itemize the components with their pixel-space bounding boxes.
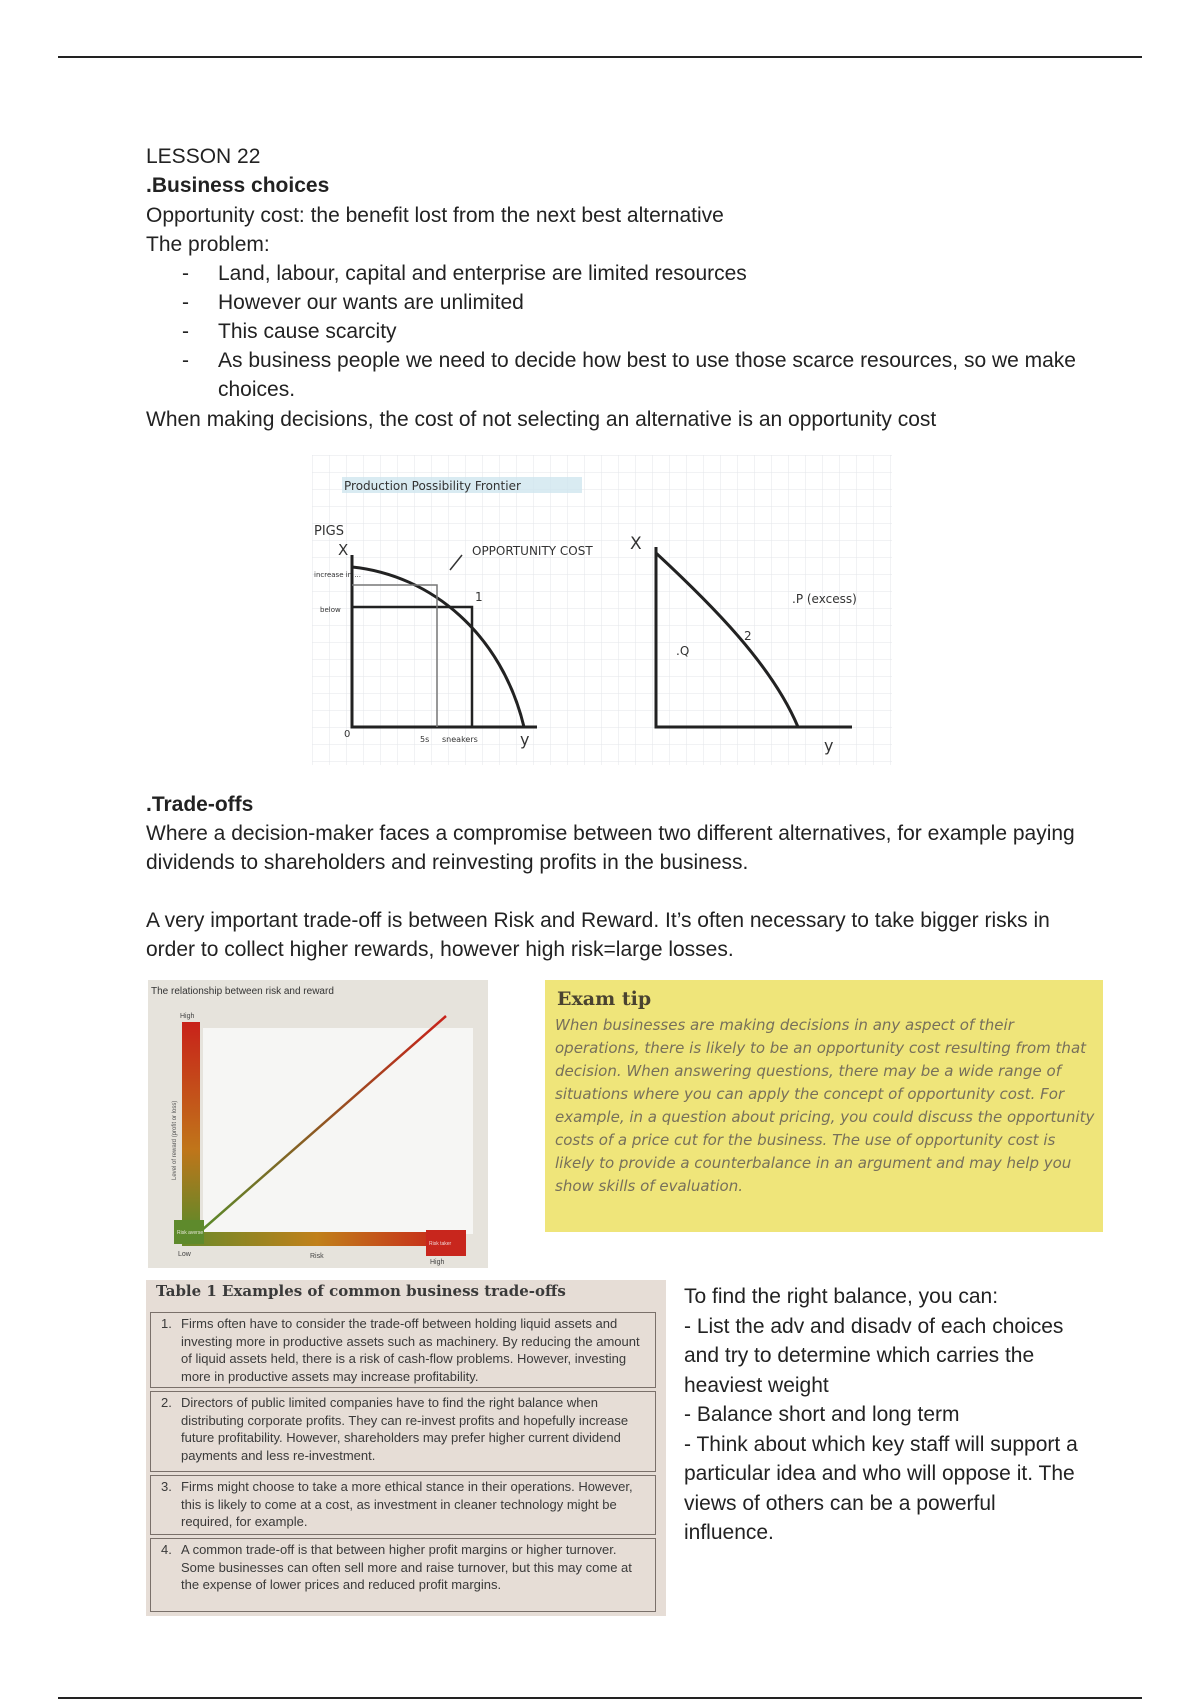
balance-point: - List the adv and disadv of each choices and try to determine which carries the heaviest weight <box>684 1314 1064 1397</box>
risk-averse-label: Risk averse <box>177 1230 204 1236</box>
point-2-label: 2 <box>744 629 752 643</box>
table-row <box>150 1475 656 1535</box>
problem-label: The problem: <box>146 233 270 256</box>
list-item: - However our wants are unlimited <box>146 288 1078 317</box>
opportunity-cost-definition: Opportunity cost: the benefit lost from the next best alternative <box>146 204 724 227</box>
table-title: Table 1 Examples of common business trade-offs <box>156 1282 566 1300</box>
x-axis-letter-right: y <box>824 736 834 755</box>
list-item: - Land, labour, capital and enterprise are limited resources <box>146 259 1078 288</box>
bottom-divider <box>58 1697 1142 1699</box>
row-number: 3. <box>161 1479 172 1494</box>
risk-chart-title: The relationship between risk and reward <box>151 986 334 997</box>
origin-label: 0 <box>344 729 351 740</box>
risk-chart-x-low: Low <box>178 1251 191 1258</box>
x-gradient-bar <box>182 1232 452 1246</box>
list-item: - This cause scarcity <box>146 317 1078 346</box>
trade-offs-definition: Where a decision-maker faces a compromise between two different alternatives, for example paying dividends to shareholders and reinvesting profits in the business. <box>146 822 1075 874</box>
trade-offs-table <box>146 1280 666 1616</box>
point-q-label: .Q <box>676 644 690 658</box>
exam-tip-body: When businesses are making decisions in any aspect of their operations, there is likely to be an opportunity cost resulting from that decision. When answering questions, there may be a wide range of situations where you can apply the concept of opportunity cost. For example, in a question about pricing, you could discuss the opportunity costs of a price cut for the business. The use of opportunity cost is likely to provide a counterbalance in an argument and may help you show skills of evaluation. <box>555 1016 1095 1195</box>
business-choices-heading: .Business choices <box>146 174 330 197</box>
left-label-1: increase in ... <box>314 571 362 579</box>
x-axis-letter-left: y <box>520 730 530 749</box>
risk-chart-y-axis: Level of reward (profit or loss) <box>172 1100 178 1180</box>
exam-tip-title: Exam tip <box>557 988 652 1010</box>
risk-reward-chart <box>148 980 488 1268</box>
balance-intro: To find the right balance, you can: <box>684 1285 999 1308</box>
risk-taker-label: Risk taker <box>429 1241 452 1247</box>
problem-list <box>146 259 1078 404</box>
risk-chart-y-high: High <box>180 1013 195 1020</box>
ppf-sketch <box>312 455 892 765</box>
row-text: Directors of public limited companies have to find the right balance when distributing corporate profits. They can re-invest profits and hopefully increase future profitability. However, shareholders may prefer higher current dividend payments and less re-investment. <box>181 1395 629 1463</box>
ppf-title: Production Possibility Frontier <box>344 479 521 493</box>
y-axis-label: PIGS <box>314 524 344 539</box>
top-divider <box>58 56 1142 58</box>
row-text: A common trade-off is that between higher profit margins or higher turnover. Some businesses can often sell more and raise turnover, but this may come at the expense of lower prices and reduced profit margins. <box>181 1542 632 1592</box>
table-row <box>150 1391 656 1472</box>
row-number: 4. <box>161 1542 172 1557</box>
risk-reward-text: A very important trade-off is between Risk and Reward. It’s often necessary to take bigger risks in order to collect higher rewards, however high risk=large losses. <box>146 909 1050 961</box>
list-item: - As business people we need to decide how best to use those scarce resources, so we make choices. <box>146 346 1078 404</box>
y-axis-letter-right: X <box>630 534 642 554</box>
decision-note: When making decisions, the cost of not selecting an alternative is an opportunity cost <box>146 408 937 431</box>
balance-point: - Balance short and long term <box>684 1403 960 1426</box>
row-number: 1. <box>161 1316 172 1331</box>
table-row <box>150 1538 656 1612</box>
trade-offs-heading: .Trade-offs <box>146 793 254 816</box>
risk-chart-x-high: High <box>430 1259 445 1266</box>
y-gradient-bar <box>182 1022 200 1234</box>
x-label-1: 5s <box>420 735 430 744</box>
table-row <box>150 1312 656 1388</box>
point-1-label: 1 <box>475 590 483 604</box>
balance-section <box>684 1282 1084 1548</box>
row-text: Firms might choose to take a more ethical stance in their operations. However, this is likely to come at a cost, as investment in cleaner technology might be required, for example. <box>181 1479 633 1529</box>
row-number: 2. <box>161 1395 172 1410</box>
left-label-2: below <box>320 606 341 614</box>
exam-tip-box <box>545 980 1103 1232</box>
x-label-2: sneakers <box>442 735 478 744</box>
y-axis-letter: X <box>338 541 349 559</box>
point-p-label: .P (excess) <box>792 592 857 606</box>
balance-point: - Think about which key staff will support a particular idea and who will oppose it. The views of others can be a powerful influence. <box>684 1432 1078 1544</box>
row-text: Firms often have to consider the trade-off between holding liquid assets and investing more in productive assets such as machinery. By reducing the amount of liquid assets held, there is a risk of cash-flow problems. However, investing more in productive assets may increase profitability. <box>181 1316 640 1384</box>
risk-chart-x-axis: Risk <box>310 1253 324 1260</box>
lesson-title: LESSON 22 <box>146 145 261 168</box>
opportunity-cost-label: OPPORTUNITY COST <box>472 544 593 558</box>
